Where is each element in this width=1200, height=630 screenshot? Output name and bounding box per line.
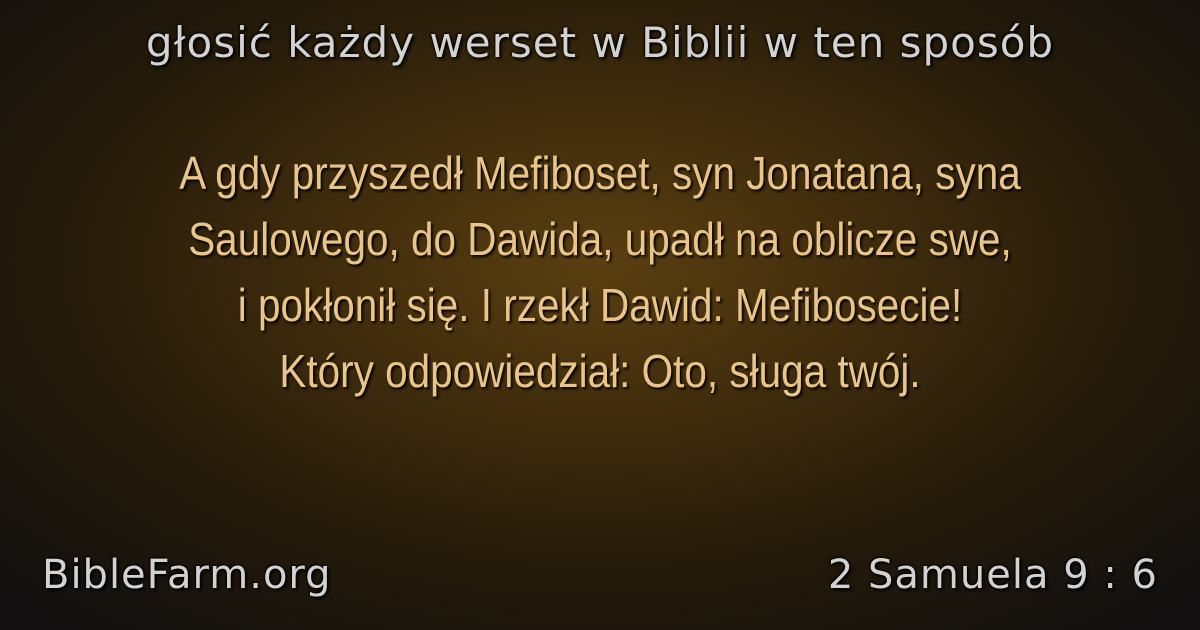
site-name: BibleFarm.org xyxy=(42,552,332,598)
verse-text xyxy=(40,140,1160,404)
header-tagline: głosić każdy werset w Biblii w ten sposób xyxy=(145,18,1055,67)
verse-line-1: A gdy przyszedł Mefiboset, syn Jonatana, syna xyxy=(179,147,1021,199)
verse-line-4: Który odpowiedział: Oto, sługa twój. xyxy=(279,345,921,397)
verse-line-2: Saulowego, do Dawida, upadł na oblicze swe, xyxy=(188,213,1012,265)
verse-reference: 2 Samuela 9 : 6 xyxy=(827,552,1158,598)
verse-line-3: i pokłonił się. I rzekł Dawid: Mefibosecie! xyxy=(237,279,963,331)
